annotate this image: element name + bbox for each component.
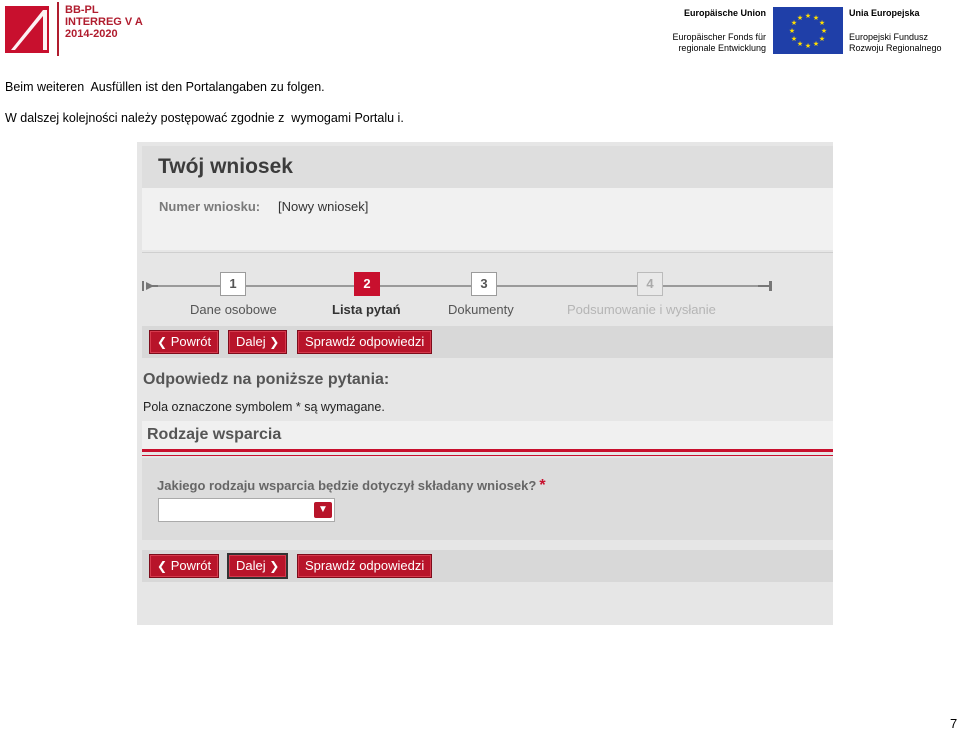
chevron-right-icon: ❯ bbox=[269, 335, 280, 349]
svg-text:★: ★ bbox=[796, 40, 804, 48]
action-bar-bottom bbox=[142, 550, 833, 582]
eu-caption-pl bbox=[849, 8, 959, 54]
intro-text-de: Beim weiteren Ausfüllen ist den Portalangaben zu folgen. bbox=[5, 80, 325, 94]
interreg-logo-icon bbox=[5, 6, 49, 53]
eu-fund-de-line1: Europäischer Fonds für bbox=[672, 32, 766, 42]
back-button-label: Powrót bbox=[170, 558, 212, 573]
header-divider bbox=[142, 252, 833, 253]
intro-text-pl: W dalszej kolejności należy postępować zgodnie z wymogami Portalu i. bbox=[5, 111, 404, 125]
next-button-label: Dalej bbox=[236, 334, 266, 349]
svg-text:★: ★ bbox=[796, 14, 804, 22]
eu-fund-pl-line2: Rozwoju Regionalnego bbox=[849, 43, 942, 53]
svg-text:★: ★ bbox=[790, 19, 798, 27]
action-bar-top bbox=[142, 326, 833, 358]
section-title: Rodzaje wsparcia bbox=[147, 426, 282, 443]
step-4: 4 bbox=[637, 272, 663, 296]
chevron-left-icon: ❮ bbox=[157, 559, 168, 573]
svg-text:★: ★ bbox=[788, 27, 796, 35]
next-button-top[interactable] bbox=[228, 330, 287, 354]
check-answers-button-top[interactable]: Sprawdź odpowiedzi bbox=[297, 330, 432, 354]
step-3-label[interactable]: Dokumenty bbox=[448, 302, 514, 317]
section-divider bbox=[142, 455, 833, 456]
application-number-label: Numer wniosku: bbox=[159, 199, 261, 214]
step-1-label[interactable]: Dane osobowe bbox=[190, 302, 277, 317]
page-title: Twój wniosek bbox=[158, 155, 293, 178]
section-header bbox=[142, 421, 833, 452]
questions-title: Odpowiedz na poniższe pytania: bbox=[143, 371, 390, 388]
eu-fund-pl-line1: Europejski Fundusz bbox=[849, 32, 929, 42]
logo-line-3: 2014-2020 bbox=[65, 28, 118, 40]
chevron-left-icon: ❮ bbox=[157, 335, 168, 349]
page-number: 7 bbox=[950, 716, 958, 731]
chevron-down-icon[interactable]: ▼ bbox=[314, 502, 332, 518]
question-label bbox=[157, 477, 546, 495]
svg-text:★: ★ bbox=[820, 27, 828, 35]
chevron-right-icon: ❯ bbox=[269, 559, 280, 573]
required-fields-note: Pola oznaczone symbolem * są wymagane. bbox=[143, 400, 385, 414]
check-answers-button-bottom[interactable]: Sprawdź odpowiedzi bbox=[297, 554, 432, 578]
back-button-top[interactable] bbox=[149, 330, 219, 354]
portal-screenshot bbox=[137, 142, 833, 625]
next-button-bottom[interactable] bbox=[228, 554, 287, 578]
stepper-end-icon bbox=[758, 279, 774, 293]
question-panel bbox=[142, 458, 833, 540]
svg-text:★: ★ bbox=[804, 42, 812, 50]
step-2-label[interactable]: Lista pytań bbox=[332, 302, 401, 317]
svg-text:★: ★ bbox=[818, 35, 826, 43]
svg-text:★: ★ bbox=[790, 35, 798, 43]
stepper-start-icon bbox=[142, 279, 158, 293]
question-text: Jakiego rodzaju wsparcia będzie dotyczył składany wniosek? bbox=[157, 478, 537, 493]
next-button-label: Dalej bbox=[236, 558, 266, 573]
logo-divider bbox=[57, 2, 59, 56]
support-type-select[interactable] bbox=[158, 498, 335, 522]
eu-title-pl: Unia Europejska bbox=[849, 8, 920, 18]
svg-text:★: ★ bbox=[818, 19, 826, 27]
program-logo-text bbox=[65, 4, 143, 40]
step-4-label: Podsumowanie i wysłanie bbox=[567, 302, 716, 317]
svg-text:★: ★ bbox=[812, 14, 820, 22]
svg-text:★: ★ bbox=[812, 40, 820, 48]
application-number-value: [Nowy wniosek] bbox=[278, 199, 369, 214]
logo-line-1: BB-PL bbox=[65, 4, 99, 16]
eu-caption-de bbox=[660, 8, 766, 54]
eu-fund-de-line2: regionale Entwicklung bbox=[678, 43, 766, 53]
wizard-stepper bbox=[142, 262, 833, 322]
required-marker: * bbox=[539, 477, 546, 494]
step-2[interactable]: 2 bbox=[354, 272, 380, 296]
svg-text:★: ★ bbox=[804, 12, 812, 20]
back-button-bottom[interactable] bbox=[149, 554, 219, 578]
back-button-label: Powrót bbox=[170, 334, 212, 349]
document-header bbox=[0, 0, 960, 60]
step-3[interactable]: 3 bbox=[471, 272, 497, 296]
logo-line-2: INTERREG V A bbox=[65, 16, 143, 28]
eu-title-de: Europäische Union bbox=[683, 8, 766, 18]
eu-flag-icon bbox=[773, 7, 843, 54]
step-1[interactable]: 1 bbox=[220, 272, 246, 296]
